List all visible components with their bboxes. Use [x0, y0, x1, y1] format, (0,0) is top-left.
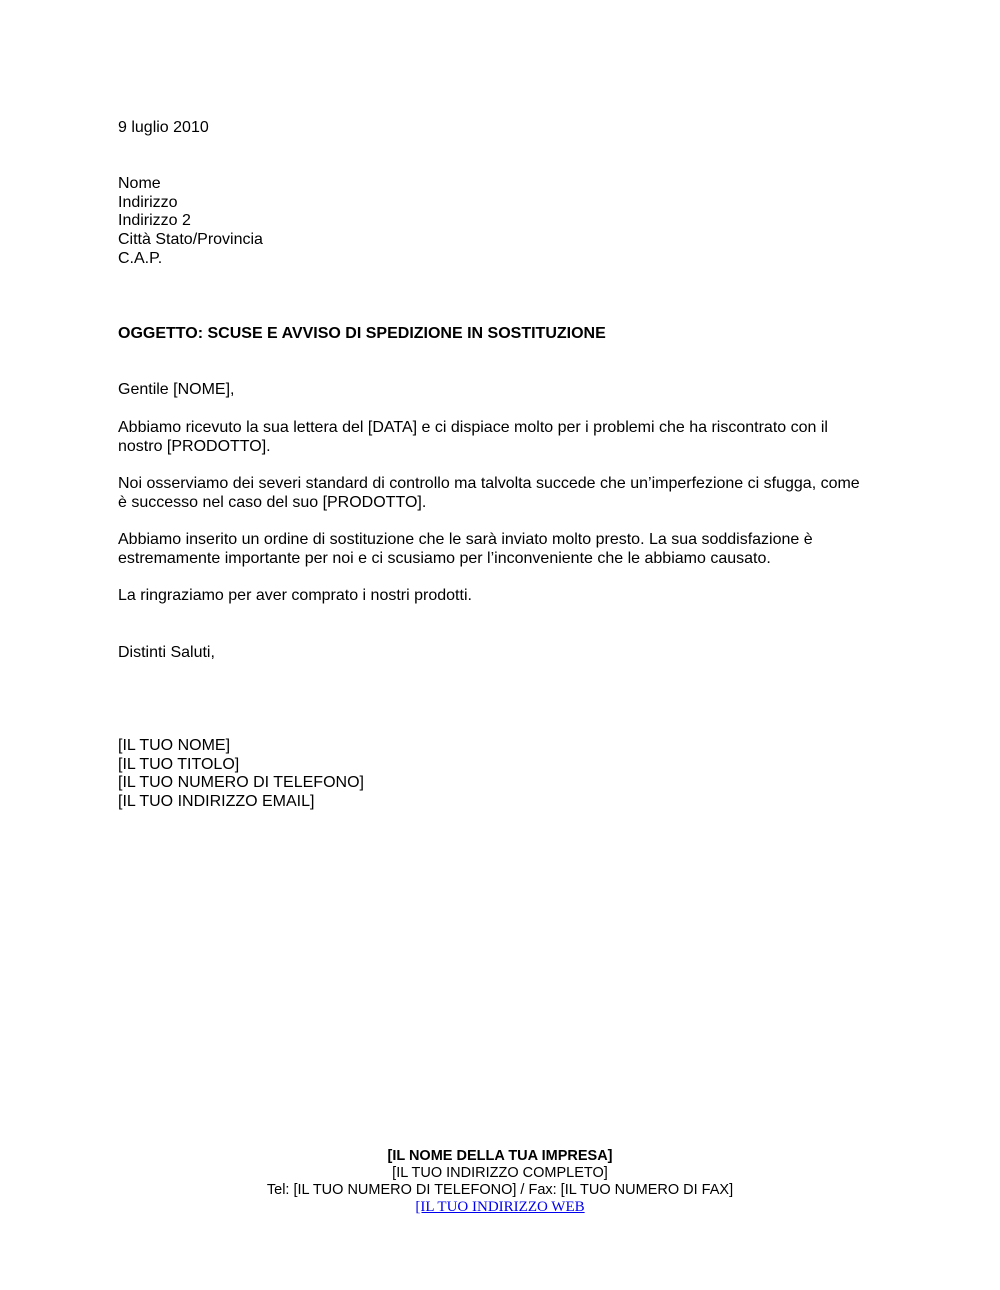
signature-email: [IL TUO INDIRIZZO EMAIL]: [118, 793, 315, 810]
recipient-zip: C.A.P.: [118, 250, 163, 267]
footer-company: [IL NOME DELLA TUA IMPRESA]: [387, 1148, 613, 1164]
signature-title: [IL TUO TITOLO]: [118, 756, 240, 773]
footer-website-link[interactable]: [IL TUO INDIRIZZO WEB: [415, 1199, 585, 1215]
paragraph-2-line-2: è successo nel caso del suo [PRODOTTO].: [118, 494, 427, 511]
salutation: Gentile [NOME],: [118, 381, 235, 398]
recipient-name: Nome: [118, 175, 161, 192]
recipient-address-2: Indirizzo 2: [118, 212, 191, 229]
signature-phone: [IL TUO NUMERO DI TELEFONO]: [118, 774, 364, 791]
footer-address: [IL TUO INDIRIZZO COMPLETO]: [392, 1165, 608, 1181]
letter-subject: OGGETTO: SCUSE E AVVISO DI SPEDIZIONE IN SOSTITUZIONE: [118, 325, 606, 342]
footer-website-row: [0, 1199, 1000, 1216]
paragraph-1-line-2: nostro [PRODOTTO].: [118, 438, 271, 455]
closing: Distinti Saluti,: [118, 644, 215, 661]
paragraph-4: La ringraziamo per aver comprato i nostri prodotti.: [118, 587, 472, 604]
recipient-address: Indirizzo: [118, 194, 178, 211]
paragraph-3-line-2: estremamente importante per noi e ci scusiamo per l’inconveniente che le abbiamo causato.: [118, 550, 771, 567]
footer-contacts: Tel: [IL TUO NUMERO DI TELEFONO] / Fax: [IL TUO NUMERO DI FAX]: [266, 1182, 734, 1198]
signature-name: [IL TUO NOME]: [118, 737, 231, 754]
paragraph-3-line-1: Abbiamo inserito un ordine di sostituzione che le sarà inviato molto presto. La sua soddisfazione è: [118, 531, 813, 548]
recipient-city: Città Stato/Provincia: [118, 231, 263, 248]
paragraph-1-line-1: Abbiamo ricevuto la sua lettera del [DATA] e ci dispiace molto per i problemi che ha riscontrato con il: [118, 419, 828, 436]
paragraph-2-line-1: Noi osserviamo dei severi standard di controllo ma talvolta succede che un’imperfezione ci sfugga, come: [118, 475, 860, 492]
letter-date: 9 luglio 2010: [118, 119, 209, 136]
